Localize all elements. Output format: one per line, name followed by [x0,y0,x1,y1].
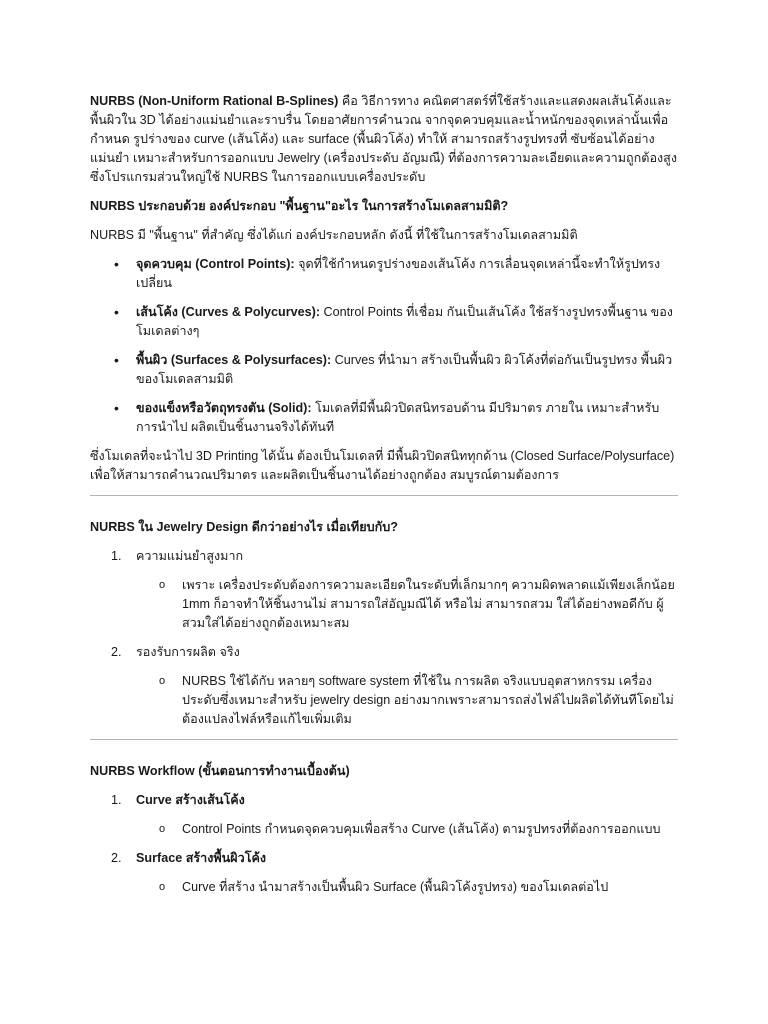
item-number: 2. [111,645,122,659]
item-number: 1. [111,793,122,807]
section-heading-workflow: NURBS Workflow (ขั้นตอนการทำงานเบื้องต้น) [90,764,350,778]
jewelry-benefits-list [90,547,678,729]
list-item [90,303,678,341]
item-number: 2. [111,851,122,865]
sub-text: Control Points กำหนดจุดควบคุมเพื่อสร้าง [182,822,412,836]
sub-text: software system [318,674,410,688]
item-title: รองรับการผลิต จริง [136,645,240,659]
list-item [90,351,678,389]
sub-text: ของโมเดลต่อไป [517,880,609,894]
item-text: Curves ที่นำมา สร้างเป็นพื้นผิว ผิวโค้งที่ต่อกันเป็นรูปทรง พื้นผิวของโมเดลสามมิติ [136,353,673,386]
sub-text: NURBS ใช้ได้กับ หลายๆ [182,674,319,688]
sub-item [136,672,678,729]
section-heading-jewelry: NURBS ใน Jewelry Design ดีกว่าอย่างไร เมื่อเทียบกับ? [90,520,398,534]
sub-text: Surface (พื้นผิวโค้งรูปทรง) [373,880,518,894]
list-item [90,643,678,729]
components-list [90,255,678,437]
components-closing: ซึ่งโมเดลที่จะนำไป 3D Printing ได้นั้น ต้องเป็นโมเดลที่ มีพื้นผิวปิดสนิททุกด้าน (Closed Surface/Polysurface) เพื่อให้สามารถคำนวณปริมาตร และผลิตเป็นชิ้นงานได้อย่างถูกต้อง สมบูรณ์ตามต้องการ [90,449,675,482]
item-text: โมเดลที่มีพื้นผิวปิดสนิทรอบด้าน มีปริมาตร ภายใน เหมาะสำหรับการนำไป ผลิตเป็นชิ้นงานจริงได้ทันที [136,401,660,434]
item-title: Curve สร้างเส้นโค้ง [136,793,245,807]
item-term: เส้นโค้ง (Curves & Polycurves): [136,305,321,319]
components-answer: NURBS มี "พื้นฐาน" ที่สำคัญ ซึ่งได้แก่ องค์ประกอบหลัก ดังนี้ ที่ใช้ในการสร้างโมเดลสามมิติ [90,228,578,242]
workflow-list [90,791,678,897]
list-item [90,547,678,633]
intro-paragraph [90,92,678,187]
sub-text: ตามรูปทรงที่ต้องการออกแบบ [498,822,661,836]
list-item [90,399,678,437]
item-number: 1. [111,549,122,563]
item-title: ความแม่นยำสูงมาก [136,549,244,563]
list-item [90,849,678,897]
section-heading-components: NURBS ประกอบด้วย องค์ประกอบ "พื้นฐาน"อะไร ในการสร้างโมเดลสามมิติ? [90,199,509,213]
sub-text: ที่ใช้ใน การผลิต จริงแบบอุตสาหกรรม เครื่องประดับซึ่งเหมาะสำหรับ [182,674,652,707]
item-term: ของแข็งหรือวัตถุทรงตัน (Solid): [136,401,312,415]
list-item [90,791,678,839]
section-divider [90,495,678,496]
sub-item: o เพราะ เครื่องประดับต้องการความละเอียดในระดับที่เล็กมากๆ ความผิดพลาดแม้เพียงเล็กน้อย 1mm ก็อาจทำให้ชิ้นงานไม่ สามารถใส่อัญมณีได้ หรือไม่ สามารถสวม ใส่ได้อย่างพอดีกับ ผู้สวมใส่ได้อย่างถูกต้องเหมาะสม [136,576,678,633]
sub-text: Curve ที่สร้าง นำมาสร้างเป็นพื้นผิว [182,880,374,894]
sub-text: jewelry design [310,693,391,707]
item-text: จุดที่ใช้กำหนดรูปร่างของเส้นโค้ง การเลื่อนจุดเหล่านี้จะทำให้รูปทรง เปลี่ยน [136,257,661,290]
sub-item [136,820,678,839]
item-term: พื้นผิว (Surfaces & Polysurfaces): [136,353,332,367]
sub-text: Curve (เส้นโค้ง) [411,822,499,836]
item-title: Surface สร้างพื้นผิวโค้ง [136,851,267,865]
item-term: จุดควบคุม (Control Points): [136,257,295,271]
intro-term: NURBS (Non-Uniform Rational B-Splines) [90,94,339,108]
section-divider [90,739,678,740]
sub-item [136,878,678,897]
item-text: Control Points ที่เชื่อม กันเป็นเส้นโค้ง ใช้สร้างรูปทรงพื้นฐาน ของโมเดลต่างๆ [136,305,673,338]
intro-text: คือ วิธีการทาง คณิตศาสตร์ที่ใช้สร้างและแสดงผลเส้นโค้งและพื้นผิวใน 3D ได้อย่างแม่นยำและราบรื่น โดยอาศัยการคำนวณ จากจุดควบคุมและน้ำหนักของจุดเหล่านั้นเพื่อกำหนด รูปร่างของ curve (เส้นโค้ง) และ surface (พื้นผิวโค้ง) ทำให้ สามารถสร้างรูปทรงที่ ซับซ้อนได้อย่างแม่นยำ เหมาะสำหรับการออกแบบ Jewelry (เครื่องประดับ อัญมณี) ที่ต้องการความละเอียดและความถูกต้องสูง ซึ่งโปรแกรมส่วนใหญ่ใช้ NURBS ในการออกแบบเครื่องประดับ [90,94,677,184]
sub-text: อย่างมากเพราะสามารถส่งไฟล์ไปผลิตได้ทันทีโดยไม่ต้องแปลงไฟล์หรือแก้ไขเพิ่มเติม [182,693,674,726]
list-item [90,255,678,293]
